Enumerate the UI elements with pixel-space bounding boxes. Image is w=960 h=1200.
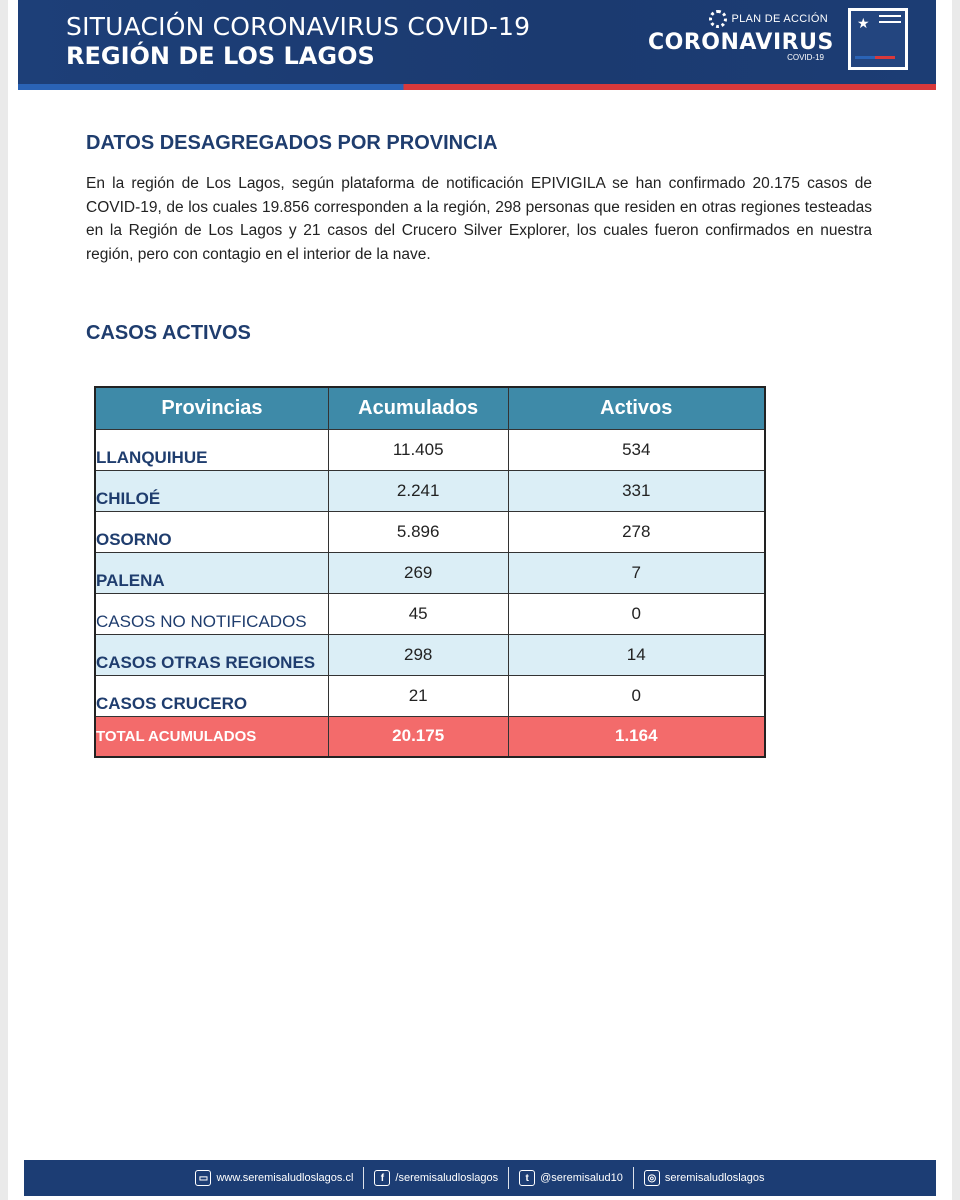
header-activos: Activos [508, 387, 765, 429]
instagram-icon: ◎ [644, 1170, 660, 1186]
cell-provincia: LLANQUIHUE [95, 429, 328, 470]
footer-website-text: www.seremisaludloslagos.cl [216, 1172, 354, 1184]
cell-acumulados: 11.405 [328, 429, 508, 470]
cell-activos: 0 [508, 675, 765, 716]
footer-facebook[interactable] [364, 1170, 508, 1186]
cell-provincia: CASOS OTRAS REGIONES [95, 634, 328, 675]
twitter-icon: t [519, 1170, 535, 1186]
cell-acumulados: 5.896 [328, 511, 508, 552]
table-row [95, 511, 765, 552]
section-title-provincia: DATOS DESAGREGADOS POR PROVINCIA [86, 132, 498, 154]
cell-activos: 278 [508, 511, 765, 552]
section-title-casos-activos: CASOS ACTIVOS [86, 322, 251, 344]
cell-acumulados: 21 [328, 675, 508, 716]
cell-total-acumulados: 20.175 [328, 716, 508, 757]
header-acumulados: Acumulados [328, 387, 508, 429]
cell-acumulados: 2.241 [328, 470, 508, 511]
footer-instagram-text: seremisaludloslagos [664, 1172, 765, 1184]
summary-paragraph: En la región de Los Lagos, según plataforma de notificación EPIVIGILA se han confirmado 20.175 casos de COVID-19, de los cuales 19.856 corresponden a la región, 298 personas que residen en otras regiones testeadas en la Región de Los Lagos y 21 casos del Crucero Silver Explorer, los cuales fueron confirmados en nuestra región, pero con contagio en el interior de la nave. [86, 175, 872, 263]
cell-acumulados: 45 [328, 593, 508, 634]
table-header-row [95, 387, 765, 429]
facebook-icon: f [374, 1170, 390, 1186]
table-row [95, 429, 765, 470]
cell-provincia: CASOS NO NOTIFICADOS [95, 593, 328, 634]
plan-big-text: CORONAVIRUS [648, 30, 834, 55]
plan-sub-text: COVID-19 [787, 53, 824, 62]
table-total-row [95, 716, 765, 757]
cases-table [94, 386, 766, 758]
plan-accion-logo [648, 10, 834, 70]
cell-acumulados: 298 [328, 634, 508, 675]
virus-icon [709, 10, 727, 28]
cell-provincia: CASOS CRUCERO [95, 675, 328, 716]
table-row [95, 552, 765, 593]
table-row [95, 593, 765, 634]
table-row [95, 634, 765, 675]
cell-activos: 14 [508, 634, 765, 675]
cell-activos: 0 [508, 593, 765, 634]
plan-small-text: PLAN DE ACCIÓN [731, 13, 828, 25]
table-row [95, 470, 765, 511]
header-title-line2: REGIÓN DE LOS LAGOS [66, 42, 375, 70]
footer-instagram[interactable] [634, 1170, 775, 1186]
cell-activos: 331 [508, 470, 765, 511]
footer-twitter[interactable] [509, 1170, 633, 1186]
star-icon: ★ [857, 15, 870, 31]
footer-divider [633, 1167, 634, 1189]
cell-acumulados: 269 [328, 552, 508, 593]
cell-total-label: TOTAL ACUMULADOS [95, 716, 328, 757]
footer-divider [508, 1167, 509, 1189]
cell-activos: 7 [508, 552, 765, 593]
cell-total-activos: 1.164 [508, 716, 765, 757]
table-row [95, 675, 765, 716]
header-title-line1: SITUACIÓN CORONAVIRUS COVID-19 [66, 12, 531, 41]
cell-provincia: OSORNO [95, 511, 328, 552]
cell-provincia: CHILOÉ [95, 470, 328, 511]
web-icon: ▭ [195, 1170, 211, 1186]
government-logo [848, 8, 908, 70]
footer-bar [24, 1160, 936, 1196]
footer-divider [363, 1167, 364, 1189]
footer-facebook-text: /seremisaludloslagos [395, 1172, 499, 1184]
header-stripe [18, 84, 936, 90]
footer-website[interactable] [185, 1170, 363, 1186]
cell-provincia: PALENA [95, 552, 328, 593]
header-provincias: Provincias [95, 387, 328, 429]
footer-twitter-text: @seremisalud10 [540, 1172, 623, 1184]
cell-activos: 534 [508, 429, 765, 470]
header-banner [18, 0, 936, 84]
